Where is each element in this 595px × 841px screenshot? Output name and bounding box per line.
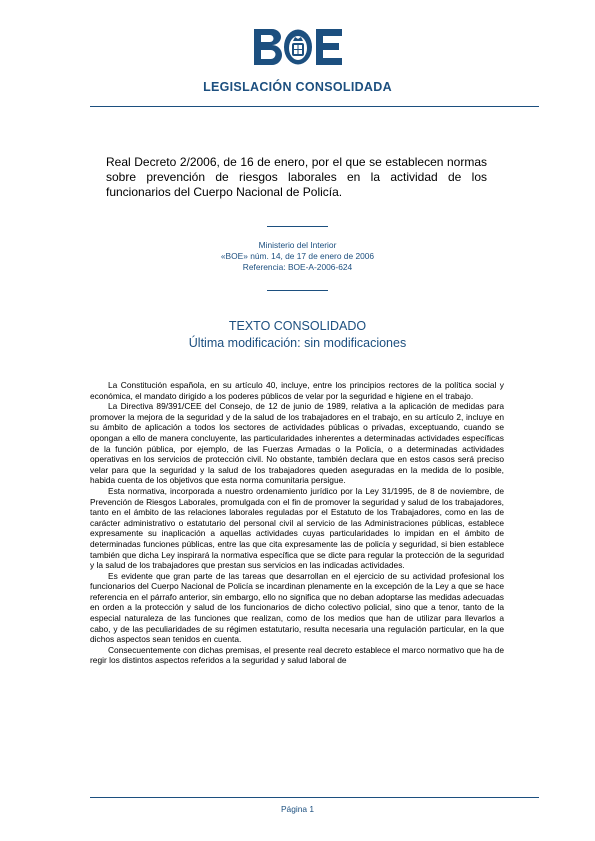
body-text (90, 380, 504, 666)
header-divider (90, 106, 539, 107)
reference: Referencia: BOE-A-2006-624 (242, 262, 353, 272)
page-number: Página 1 (280, 804, 315, 814)
header-title: LEGISLACIÓN CONSOLIDADA (203, 80, 392, 94)
meta-divider-bottom (267, 290, 328, 291)
paragraph: La Directiva 89/391/CEE del Consejo, de 12 de junio de 1989, relativa a la aplicación de medidas para promover la mejora de la seguridad y de la salud de los trabajadores en el trabajo, en su artículo 2, incluye en su ámbito de aplicación a todos los sectores de actividades públicas o privadas, exceptuando, cuando se opongan a ello de manera concluyente, las particularidades inherentes a determinadas actividades específicas de la función pública, por ejemplo, de las Fuerzas Armadas o la Policía, o a determinadas actividades operativas en los servicios de protección civil. No obstante, también declara que en estos casos será preciso velar para que la seguridad y la salud de los trabajadores queden aseguradas en la medida de lo posible, habida cuenta de los objetivos que esta norma comunitaria persigue. (90, 401, 504, 486)
paragraph: Esta normativa, incorporada a nuestro ordenamiento jurídico por la Ley 31/1995, de 8 de noviembre, de Prevención de Riesgos Laborales, promulgada con el fin de promover la seguridad y salud de los trabajadores, tanto en el ámbito de las relaciones laborales reguladas por el Estatuto de los Trabajadores, como en las de carácter administrativo o estatutario del personal civil al servicio de las Administraciones públicas, establece expresamente su inaplicación a aquellas actividades cuyas particularidades lo impidan en el ámbito de determinadas funciones públicas, entre las que cita expresamente las de policía y seguridad, si bien establece también que dicha Ley inspirará la normativa específica que se dicte para regular la protección de la seguridad y la salud de los trabajadores que prestan sus servicios en las indicadas actividades. (90, 485, 504, 571)
boe-logo (254, 29, 342, 65)
meta-divider-top (267, 226, 328, 227)
document-title: Real Decreto 2/2006, de 16 de enero, por el que se establecen normas sobre prevención de riesgos laborales en la actividad de los funcionarios del Cuerpo Nacional de Policía. (106, 155, 487, 199)
consolidated-heading: TEXTO CONSOLIDADO (228, 319, 367, 333)
last-modification: Última modificación: sin modificaciones (188, 336, 407, 350)
publication: «BOE» núm. 14, de 17 de enero de 2006 (220, 251, 375, 261)
coat-of-arms-icon (284, 30, 312, 65)
paragraph: Consecuentemente con dichas premisas, el presente real decreto establece el marco normativo que ha de regir los distintos aspectos referidos a la seguridad y salud laboral de (90, 644, 504, 666)
document-metadata (0, 240, 595, 273)
paragraph: La Constitución española, en su artículo 40, incluye, entre los principios rectores de la política social y económica, el mandato dirigido a los poderes públicos de velar por la seguridad e higiene en el trabajo. (90, 380, 504, 401)
department: Ministerio del Interior (258, 240, 337, 250)
paragraph: Es evidente que gran parte de las tareas que desarrollan en el ejercicio de su actividad profesional los funcionarios del Cuerpo Nacional de Policía se incardinan plenamente en la excepción de la Ley a que se hace referencia en el párrafo anterior, sin embargo, ello no significa que no deban adoptarse las medidas adecuadas en orden a la protección y salud de los funcionarios de dicho colectivo policial, sino que a tenor, tanto de la especial naturaleza de las funciones que realizan, como de los medios que han de utilizar para llevarlos a cabo, y de las peculiaridades de su régimen estatutario, resulta necesaria una regulación particular, en la que dichos aspectos sean tenidos en cuenta. (90, 570, 504, 645)
footer-divider (90, 797, 539, 798)
